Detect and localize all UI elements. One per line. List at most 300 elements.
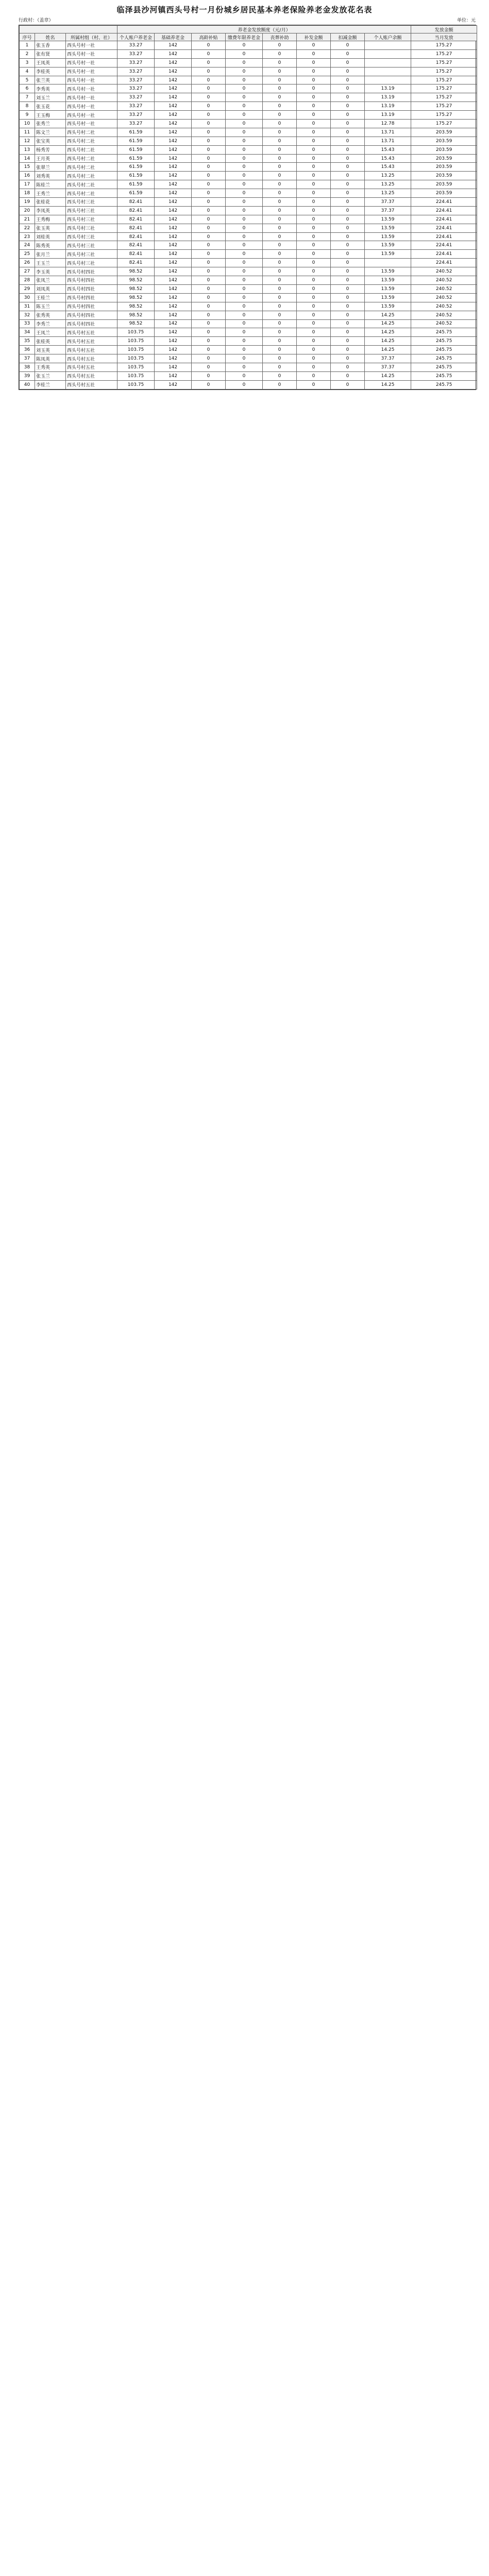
table-cell: 14.25 (365, 319, 411, 328)
table-cell: 0 (226, 346, 263, 354)
table-cell: 0 (297, 49, 331, 58)
table-cell: 0 (226, 163, 263, 172)
table-row (20, 241, 477, 250)
table-cell: 0 (192, 76, 226, 84)
table-cell: 0 (192, 128, 226, 137)
table-cell: 0 (297, 293, 331, 302)
table-cell: 刘秀英 (35, 172, 66, 180)
table-cell: 142 (155, 380, 192, 389)
table-cell: 0 (297, 58, 331, 67)
table-cell: 142 (155, 302, 192, 311)
table-cell: 7 (20, 93, 35, 102)
table-cell: 61.59 (117, 137, 155, 145)
table-cell: 0 (297, 311, 331, 319)
table-cell: 张桂英 (35, 337, 66, 346)
table-row (20, 259, 477, 267)
table-cell: 0 (331, 172, 365, 180)
table-cell: 0 (192, 163, 226, 172)
table-cell: 175.27 (411, 67, 477, 76)
table-cell: 李桂英 (35, 67, 66, 76)
table-cell: 刘玉英 (35, 346, 66, 354)
table-cell: 张玉花 (35, 102, 66, 111)
table-row (20, 120, 477, 128)
table-cell: 10 (20, 120, 35, 128)
table-cell: 0 (226, 232, 263, 241)
table-row (20, 93, 477, 102)
table-cell: 0 (226, 259, 263, 267)
table-cell: 0 (192, 371, 226, 380)
table-cell: 224.41 (411, 259, 477, 267)
table-cell: 142 (155, 111, 192, 120)
table-row (20, 172, 477, 180)
table-cell: 142 (155, 93, 192, 102)
table-cell: 0 (297, 76, 331, 84)
table-cell: 142 (155, 293, 192, 302)
table-cell: 175.27 (411, 93, 477, 102)
table-cell: 82.41 (117, 206, 155, 215)
table-cell: 0 (263, 163, 297, 172)
table-cell: 0 (192, 189, 226, 198)
table-cell: 11 (20, 128, 35, 137)
table-cell: 0 (297, 163, 331, 172)
table-cell: 西头号村二社 (66, 163, 117, 172)
table-cell: 0 (331, 206, 365, 215)
table-cell: 35 (20, 337, 35, 346)
table-cell: 0 (263, 154, 297, 163)
table-cell: 陈文兰 (35, 128, 66, 137)
table-row (20, 145, 477, 154)
table-cell (365, 58, 411, 67)
table-cell: 陈玉兰 (35, 302, 66, 311)
table-cell: 13.19 (365, 93, 411, 102)
table-cell: 0 (192, 84, 226, 93)
table-cell: 98.52 (117, 311, 155, 319)
table-cell: 26 (20, 259, 35, 267)
column-header: 个人账户养老金 (117, 33, 155, 41)
table-cell: 西头号村五社 (66, 363, 117, 371)
table-cell: 0 (263, 120, 297, 128)
table-cell: 0 (226, 102, 263, 111)
table-cell: 西头号村三社 (66, 250, 117, 259)
table-cell: 203.59 (411, 189, 477, 198)
column-header: 所属村组（村、社） (66, 33, 117, 41)
table-cell: 224.41 (411, 241, 477, 250)
table-cell: 8 (20, 102, 35, 111)
table-cell: 142 (155, 102, 192, 111)
table-row (20, 250, 477, 259)
table-cell: 82.41 (117, 241, 155, 250)
table-cell: 142 (155, 328, 192, 337)
table-cell: 22 (20, 224, 35, 232)
table-cell: 40 (20, 380, 35, 389)
table-cell: 0 (331, 241, 365, 250)
doc-title: 临泽县沙河镇西头号村一月份城乡居民基本养老保险养老金发放花名表 (116, 5, 373, 14)
table-cell: 203.59 (411, 145, 477, 154)
table-cell: 245.75 (411, 371, 477, 380)
table-cell: 0 (331, 49, 365, 58)
table-cell: 142 (155, 41, 192, 50)
table-cell: 0 (263, 363, 297, 371)
column-header: 个人账户余额 (365, 33, 411, 41)
table-cell: 98.52 (117, 293, 155, 302)
table-cell: 82.41 (117, 259, 155, 267)
table-cell: 0 (297, 276, 331, 285)
column-header: 丧葬补助 (263, 33, 297, 41)
table-cell: 0 (263, 380, 297, 389)
table-row (20, 128, 477, 137)
table-row (20, 302, 477, 311)
table-cell: 27 (20, 267, 35, 276)
column-header: 缴费年限养老金 (226, 33, 263, 41)
table-cell: 0 (226, 41, 263, 50)
table-cell: 245.75 (411, 380, 477, 389)
table-cell: 142 (155, 337, 192, 346)
column-header: 当月发放 (411, 33, 477, 41)
table-cell: 0 (331, 224, 365, 232)
table-cell: 82.41 (117, 250, 155, 259)
table-cell: 西头号村三社 (66, 259, 117, 267)
table-cell: 13.59 (365, 284, 411, 293)
table-cell: 李桂兰 (35, 380, 66, 389)
table-cell (365, 41, 411, 50)
table-cell: 0 (192, 267, 226, 276)
table-cell: 13.59 (365, 232, 411, 241)
column-header: 序号 (20, 33, 35, 41)
table-cell: 0 (263, 84, 297, 93)
table-cell: 西头号村五社 (66, 354, 117, 363)
table-cell: 0 (263, 215, 297, 224)
table-cell: 0 (263, 293, 297, 302)
table-cell: 0 (263, 337, 297, 346)
table-cell: 13.25 (365, 172, 411, 180)
table-cell: 6 (20, 84, 35, 93)
table-cell: 0 (226, 154, 263, 163)
table-row (20, 67, 477, 76)
table-cell: 0 (331, 346, 365, 354)
table-cell: 15.43 (365, 145, 411, 154)
table-cell: 13.59 (365, 293, 411, 302)
table-cell: 36 (20, 346, 35, 354)
table-cell: 103.75 (117, 363, 155, 371)
table-cell: 203.59 (411, 172, 477, 180)
table-cell: 142 (155, 232, 192, 241)
table-cell: 175.27 (411, 76, 477, 84)
table-cell: 142 (155, 189, 192, 198)
table-cell: 张桂花 (35, 198, 66, 207)
table-cell: 142 (155, 128, 192, 137)
table-cell (365, 259, 411, 267)
header-pay: 发放金额 (411, 26, 477, 33)
table-row (20, 354, 477, 363)
table-cell: 33.27 (117, 102, 155, 111)
table-cell: 0 (331, 380, 365, 389)
table-cell: 61.59 (117, 163, 155, 172)
table-cell: 0 (192, 250, 226, 259)
table-cell: 0 (297, 337, 331, 346)
table-cell: 5 (20, 76, 35, 84)
table-cell: 224.41 (411, 250, 477, 259)
table-cell: 15.43 (365, 154, 411, 163)
table-cell: 82.41 (117, 198, 155, 207)
table-cell: 0 (226, 172, 263, 180)
table-cell: 张玉香 (35, 41, 66, 50)
table-cell: 0 (331, 180, 365, 189)
table-cell: 0 (226, 145, 263, 154)
table-cell: 142 (155, 259, 192, 267)
table-cell: 0 (297, 67, 331, 76)
table-cell: 刘凤英 (35, 284, 66, 293)
table-cell: 13.25 (365, 180, 411, 189)
table-cell: 61.59 (117, 145, 155, 154)
table-cell: 0 (226, 111, 263, 120)
table-cell: 0 (263, 267, 297, 276)
table-cell: 103.75 (117, 346, 155, 354)
table-cell: 14.25 (365, 346, 411, 354)
table-cell: 33.27 (117, 58, 155, 67)
table-row (20, 232, 477, 241)
table-cell: 13.59 (365, 215, 411, 224)
table-cell: 13.59 (365, 276, 411, 285)
table-cell: 0 (192, 354, 226, 363)
table-cell: 0 (263, 346, 297, 354)
table-cell: 24 (20, 241, 35, 250)
table-row (20, 380, 477, 389)
table-cell: 0 (297, 198, 331, 207)
table-cell: 15.43 (365, 163, 411, 172)
table-cell: 0 (192, 58, 226, 67)
table-cell: 0 (226, 84, 263, 93)
table-cell: 33.27 (117, 120, 155, 128)
table-cell: 西头号村一社 (66, 93, 117, 102)
table-cell: 3 (20, 58, 35, 67)
table-row (20, 137, 477, 145)
table-cell: 203.59 (411, 154, 477, 163)
table-cell: 0 (331, 111, 365, 120)
table-cell: 240.52 (411, 319, 477, 328)
table-cell: 西头号村二社 (66, 172, 117, 180)
table-cell: 142 (155, 49, 192, 58)
table-cell: 0 (331, 58, 365, 67)
table-cell: 224.41 (411, 198, 477, 207)
table-cell: 0 (331, 371, 365, 380)
table-cell: 98.52 (117, 284, 155, 293)
table-cell: 0 (297, 189, 331, 198)
table-cell: 61.59 (117, 128, 155, 137)
table-cell (365, 76, 411, 84)
table-cell: 14 (20, 154, 35, 163)
table-row (20, 224, 477, 232)
table-cell: 0 (263, 319, 297, 328)
village-label: 行政村：（盖章） (19, 18, 54, 23)
table-cell: 39 (20, 371, 35, 380)
table-cell: 西头号村四社 (66, 311, 117, 319)
column-header: 姓名 (35, 33, 66, 41)
table-cell: 142 (155, 180, 192, 189)
table-cell: 0 (297, 84, 331, 93)
table-cell: 王秀英 (35, 363, 66, 371)
table-cell: 0 (263, 371, 297, 380)
table-cell: 175.27 (411, 58, 477, 67)
table-cell: 0 (263, 76, 297, 84)
header-pension: 养老金发放额度（元/月） (117, 26, 411, 33)
table-cell: 224.41 (411, 224, 477, 232)
table-cell: 142 (155, 172, 192, 180)
table-cell: 0 (331, 354, 365, 363)
table-cell: 0 (263, 276, 297, 285)
table-cell: 0 (226, 302, 263, 311)
table-row (20, 58, 477, 67)
table-cell: 25 (20, 250, 35, 259)
table-cell: 0 (226, 137, 263, 145)
table-cell: 西头号村二社 (66, 137, 117, 145)
table-cell: 82.41 (117, 232, 155, 241)
table-cell: 0 (192, 145, 226, 154)
table-cell: 37.37 (365, 198, 411, 207)
table-cell: 240.52 (411, 311, 477, 319)
column-header: 补发金额 (297, 33, 331, 41)
table-cell: 0 (297, 93, 331, 102)
table-row (20, 284, 477, 293)
table-cell: 0 (297, 41, 331, 50)
table-body (20, 41, 477, 389)
table-cell: 0 (192, 215, 226, 224)
table-cell: 13.19 (365, 84, 411, 93)
table-cell: 9 (20, 111, 35, 120)
table-cell: 142 (155, 241, 192, 250)
table-cell: 0 (226, 319, 263, 328)
table-cell: 李秀英 (35, 84, 66, 93)
table-cell: 0 (226, 311, 263, 319)
table-cell: 142 (155, 145, 192, 154)
table-cell: 0 (226, 371, 263, 380)
table-cell: 杨秀芳 (35, 145, 66, 154)
table-cell: 175.27 (411, 102, 477, 111)
table-cell: 0 (331, 189, 365, 198)
table-row (20, 154, 477, 163)
table-cell: 0 (263, 302, 297, 311)
table-cell: 13.71 (365, 128, 411, 137)
table-cell: 西头号村五社 (66, 337, 117, 346)
table-cell: 0 (226, 241, 263, 250)
table-cell: 西头号村一社 (66, 41, 117, 50)
table-cell: 0 (226, 93, 263, 102)
table-cell: 西头号村四社 (66, 319, 117, 328)
table-cell: 0 (226, 284, 263, 293)
table-cell (365, 49, 411, 58)
table-cell: 0 (226, 120, 263, 128)
table-cell: 西头号村四社 (66, 293, 117, 302)
table-cell: 0 (297, 137, 331, 145)
table-cell: 175.27 (411, 111, 477, 120)
table-cell: 西头号村一社 (66, 76, 117, 84)
table-cell: 0 (226, 224, 263, 232)
table-cell: 0 (192, 302, 226, 311)
table-cell: 0 (297, 363, 331, 371)
table-cell: 33.27 (117, 93, 155, 102)
table-cell: 0 (331, 198, 365, 207)
table-row (20, 76, 477, 84)
table-cell: 0 (263, 206, 297, 215)
table-cell: 14.25 (365, 311, 411, 319)
table-cell: 张秀兰 (35, 120, 66, 128)
table-cell: 0 (192, 120, 226, 128)
table-cell: 0 (331, 311, 365, 319)
table-cell: 0 (226, 276, 263, 285)
table-cell: 142 (155, 137, 192, 145)
table-cell: 30 (20, 293, 35, 302)
table-cell: 0 (192, 284, 226, 293)
table-cell: 0 (192, 328, 226, 337)
table-cell: 0 (263, 259, 297, 267)
table-cell: 203.59 (411, 137, 477, 145)
table-cell: 李玉英 (35, 267, 66, 276)
table-cell: 0 (192, 259, 226, 267)
table-cell: 0 (297, 145, 331, 154)
table-cell: 0 (263, 224, 297, 232)
table-cell: 0 (263, 49, 297, 58)
table-cell: 0 (263, 137, 297, 145)
table-row (20, 49, 477, 58)
table-cell: 0 (226, 337, 263, 346)
table-cell: 103.75 (117, 380, 155, 389)
table-cell: 张有贤 (35, 49, 66, 58)
table-cell: 245.75 (411, 337, 477, 346)
table-cell: 张凤兰 (35, 276, 66, 285)
table-cell: 西头号村二社 (66, 154, 117, 163)
table-cell: 224.41 (411, 232, 477, 241)
table-cell: 29 (20, 284, 35, 293)
table-cell: 西头号村一社 (66, 120, 117, 128)
table-cell: 12 (20, 137, 35, 145)
table-cell: 0 (297, 284, 331, 293)
table-cell: 陈桂兰 (35, 180, 66, 189)
table-cell: 103.75 (117, 371, 155, 380)
table-cell: 李秀兰 (35, 319, 66, 328)
table-cell: 0 (297, 302, 331, 311)
table-cell: 0 (263, 67, 297, 76)
table-cell: 0 (297, 346, 331, 354)
table-cell: 0 (331, 154, 365, 163)
table-cell: 0 (192, 232, 226, 241)
table-cell: 西头号村三社 (66, 206, 117, 215)
table-cell: 西头号村一社 (66, 58, 117, 67)
table-cell: 0 (226, 76, 263, 84)
table-row (20, 206, 477, 215)
table-cell: 0 (192, 198, 226, 207)
table-cell: 0 (297, 102, 331, 111)
table-cell: 西头号村二社 (66, 189, 117, 198)
table-cell: 西头号村一社 (66, 84, 117, 93)
table-cell: 33.27 (117, 67, 155, 76)
table-row (20, 311, 477, 319)
table-cell: 0 (331, 293, 365, 302)
table-cell: 西头号村五社 (66, 371, 117, 380)
table-cell: 0 (192, 293, 226, 302)
table-row (20, 293, 477, 302)
table-cell: 0 (263, 189, 297, 198)
table-cell: 西头号村三社 (66, 198, 117, 207)
table-cell: 0 (226, 267, 263, 276)
table-cell: 0 (263, 93, 297, 102)
table-cell: 103.75 (117, 328, 155, 337)
table-cell: 西头号村二社 (66, 180, 117, 189)
table-cell: 张翠兰 (35, 163, 66, 172)
table-cell: 0 (263, 354, 297, 363)
table-cell: 0 (331, 337, 365, 346)
table-cell: 0 (297, 154, 331, 163)
table-cell: 37 (20, 354, 35, 363)
table-cell: 203.59 (411, 163, 477, 172)
